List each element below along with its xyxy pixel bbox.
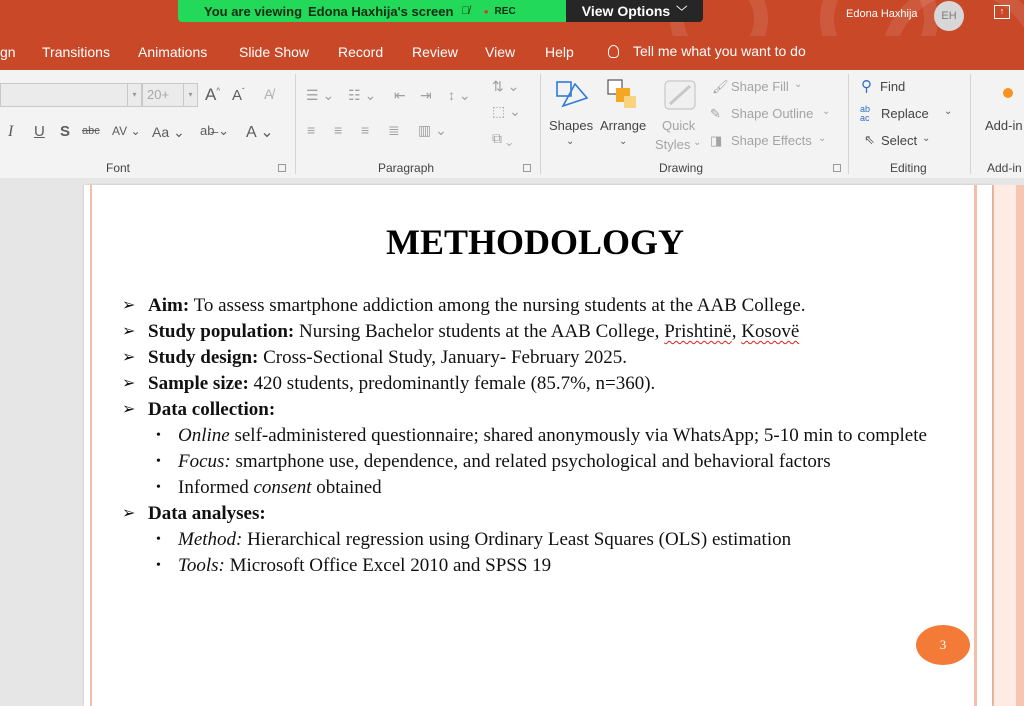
dot-bullet-icon: • <box>156 558 161 573</box>
slide-title[interactable]: METHODOLOGY <box>385 222 685 262</box>
presenter-name: Edona Haxhija's screen <box>308 3 454 19</box>
informed-text: Informed <box>178 477 249 498</box>
replace-icon: ab ac <box>860 104 871 123</box>
chevron-down-icon: ⌄ <box>566 136 575 147</box>
addin-icon <box>1003 88 1013 98</box>
next-slide-edge <box>992 185 1016 706</box>
population-city: Prishtinë <box>664 321 732 342</box>
strikethrough-icon[interactable]: abc <box>82 125 100 137</box>
numbering-icon[interactable]: ☷ ⌄ <box>348 87 377 103</box>
group-separator <box>970 74 971 174</box>
arrow-bullet-icon: ➢ <box>122 375 136 392</box>
drawing-group-label: Drawing <box>659 161 704 175</box>
aim-text: To assess smartphone addiction among the nursing students at the AAB College. <box>193 295 806 316</box>
shapes-icon[interactable] <box>553 78 589 112</box>
slide-body[interactable] <box>122 293 962 579</box>
chevron-down-icon: ﹀ <box>676 6 688 18</box>
tools-text: Microsoft Office Excel 2010 and SPSS 19 <box>229 555 552 576</box>
arrow-bullet-icon: ➢ <box>122 323 136 340</box>
smartart-icon[interactable]: ⧉ ⌄ <box>492 130 513 146</box>
sub-bullet-consent <box>122 475 962 501</box>
arrow-bullet-icon: ➢ <box>122 505 136 522</box>
character-spacing-icon[interactable]: AV ⌄ <box>112 124 141 138</box>
find-button[interactable]: Find <box>880 79 906 94</box>
group-separator <box>295 74 296 174</box>
increase-indent-icon[interactable]: ⇥ <box>420 87 432 103</box>
text-direction-icon[interactable]: ⇅ ⌄ <box>492 78 520 94</box>
online-label: Online <box>178 425 230 446</box>
tell-me-search[interactable] <box>608 43 806 59</box>
analyses-label: Data analyses: <box>148 503 266 524</box>
bullet-population: ➢ Study population: Nursing Bachelor students at the AAB College, Prishtinë, Kosovë <box>122 319 962 345</box>
shapes-label[interactable]: Shapes <box>549 118 594 133</box>
shape-outline-icon: ✎ <box>710 106 721 121</box>
text-shadow-icon[interactable]: S <box>60 123 71 140</box>
group-separator <box>848 74 849 174</box>
shape-effects-icon: ◨ <box>710 133 723 148</box>
italic-icon[interactable]: I <box>8 123 14 140</box>
addin-button[interactable]: Add-in <box>985 118 1023 133</box>
method-label: Method: <box>178 529 243 550</box>
editing-group-label: Editing <box>890 161 927 175</box>
quick-styles-label-1[interactable]: Quick <box>662 118 696 133</box>
change-case-icon[interactable]: Aa ⌄ <box>152 124 185 140</box>
addin-group-label: Add-in <box>987 161 1022 175</box>
population-text: Nursing Bachelor students at the AAB College, <box>299 321 660 342</box>
center-icon[interactable]: ≡ <box>334 122 343 138</box>
paragraph-dialog-launcher[interactable] <box>523 164 531 172</box>
aim-label: Aim: <box>148 295 190 316</box>
font-group-label: Font <box>106 161 131 175</box>
design-text: Cross-Sectional Study, January- February 2025. <box>263 347 628 368</box>
slide-border-right <box>974 185 977 706</box>
ribbon-tabs <box>0 36 1024 70</box>
chevron-down-icon: ⌄ <box>822 106 831 117</box>
line-spacing-icon[interactable]: ↕ ⌄ <box>448 87 471 103</box>
chevron-down-icon: ⌄ <box>693 137 702 148</box>
consent-text: consent <box>253 477 312 498</box>
font-size-input[interactable]: 20+ <box>142 83 184 107</box>
cursor-icon: ⇖ <box>864 132 875 147</box>
justify-icon[interactable]: ≣ <box>388 122 400 138</box>
align-right-icon[interactable]: ≡ <box>361 122 370 138</box>
columns-icon[interactable]: ▥ ⌄ <box>418 122 447 138</box>
online-text: self-administered questionnaire; shared anonymously via WhatsApp; 5-10 min to complete <box>234 425 927 446</box>
lightbulb-icon <box>608 45 619 58</box>
chevron-down-icon: ⌄ <box>619 136 628 147</box>
bullets-icon[interactable]: ☰ ⌄ <box>306 87 335 103</box>
collection-label: Data collection: <box>148 399 276 420</box>
arrow-bullet-icon: ➢ <box>122 297 136 314</box>
select-button[interactable]: Select <box>881 133 918 148</box>
muted-mic-icon: 🎙̸ <box>461 5 470 17</box>
font-name-input[interactable] <box>0 83 128 107</box>
tab-review[interactable]: Review <box>412 44 458 60</box>
quick-styles-label-2[interactable]: Styles <box>655 137 691 152</box>
arrow-bullet-icon: ➢ <box>122 349 136 366</box>
viewing-label: You are viewing <box>204 3 303 19</box>
search-icon: ⚲ <box>861 78 872 95</box>
screen-share-banner <box>178 0 703 22</box>
view-options-button[interactable] <box>566 0 703 22</box>
dot-bullet-icon: • <box>156 480 161 495</box>
tab-transitions[interactable]: Transitions <box>42 44 110 60</box>
slide-number-badge: 3 <box>916 625 970 665</box>
shape-effects-button[interactable]: Shape Effects <box>731 133 812 148</box>
tab-view[interactable]: View <box>485 44 516 60</box>
drawing-dialog-launcher[interactable] <box>833 164 841 172</box>
sub-bullet-tools <box>122 553 962 579</box>
arrow-bullet-icon: ➢ <box>122 401 136 418</box>
bullet-collection <box>122 397 962 423</box>
bullet-aim <box>122 293 962 319</box>
bullet-design <box>122 345 962 371</box>
font-dialog-launcher[interactable] <box>278 164 286 172</box>
title-bar <box>0 0 1024 36</box>
sample-text: 420 students, predominantly female (85.7%, n=360). <box>253 373 656 394</box>
arrange-icon[interactable] <box>606 78 640 112</box>
chevron-down-icon: ⌄ <box>922 133 931 144</box>
ribbon-home <box>0 70 1024 179</box>
highlight-icon[interactable]: ab̶ ⌄ <box>200 123 229 138</box>
arrange-label[interactable]: Arrange <box>600 118 647 133</box>
focus-text: smartphone use, dependence, and related psychological and behavioral factors <box>235 451 831 472</box>
align-text-icon[interactable]: ⬚ ⌄ <box>492 103 521 119</box>
tab-help[interactable]: Help <box>545 44 574 60</box>
recording-dot-icon: ● <box>483 6 489 16</box>
chevron-down-icon[interactable]: ⌄ <box>944 106 953 117</box>
paragraph-group-label: Paragraph <box>378 161 435 175</box>
tab-design[interactable]: gn <box>0 44 16 60</box>
shape-fill-icon: 🖌 <box>712 79 729 94</box>
user-name: Edona Haxhija <box>846 8 918 20</box>
viewing-indicator <box>178 0 566 22</box>
bullet-sample <box>122 371 962 397</box>
increase-font-size-icon[interactable]: A^ <box>205 85 221 104</box>
tools-label: Tools: <box>178 555 225 576</box>
chevron-down-icon: ⌄ <box>794 79 803 90</box>
dot-bullet-icon: • <box>156 532 161 547</box>
sub-bullet-focus <box>122 449 962 475</box>
design-label: Study design: <box>148 347 259 368</box>
tab-animations[interactable]: Animations <box>138 44 208 60</box>
chevron-down-icon: ⌄ <box>818 133 827 144</box>
dot-bullet-icon: • <box>156 428 161 443</box>
shape-fill-button[interactable]: Shape Fill <box>731 79 789 94</box>
tab-record[interactable]: Record <box>338 44 384 60</box>
slide-border-left <box>90 185 92 706</box>
group-separator <box>540 74 541 174</box>
clear-formatting-icon[interactable]: A̸ <box>264 86 274 102</box>
sample-label: Sample size: <box>148 373 249 394</box>
font-size-dropdown[interactable]: ▾ <box>184 83 198 107</box>
underline-icon[interactable]: U <box>34 123 45 140</box>
font-color-icon[interactable]: A ⌄ <box>246 124 274 141</box>
decrease-font-size-icon[interactable]: $A^ˇ$ <box>232 87 245 104</box>
next-slide-edge <box>1016 185 1024 706</box>
rec-label: REC <box>494 5 516 17</box>
dot-bullet-icon: • <box>156 454 161 469</box>
focus-label: Focus: <box>178 451 231 472</box>
sub-bullet-online <box>122 423 962 449</box>
avatar[interactable]: EH <box>934 1 964 31</box>
obtained-text: obtained <box>316 477 382 498</box>
bullet-analyses <box>122 501 962 527</box>
ribbon-display-options-icon[interactable]: ↑ <box>994 5 1010 19</box>
align-left-icon[interactable]: ≡ <box>307 122 316 138</box>
slide-canvas[interactable] <box>84 185 992 706</box>
font-name-dropdown[interactable]: ▾ <box>128 83 142 107</box>
population-country: Kosovë <box>741 321 800 342</box>
shape-outline-button[interactable]: Shape Outline <box>731 106 814 121</box>
population-label: Study population: <box>148 321 295 342</box>
decrease-indent-icon[interactable]: ⇤ <box>394 87 406 103</box>
method-text: Hierarchical regression using Ordinary Least Squares (OLS) estimation <box>247 529 792 550</box>
sub-bullet-method <box>122 527 962 553</box>
quick-styles-icon[interactable] <box>662 78 698 112</box>
tell-me-text: Tell me what you want to do <box>633 43 806 59</box>
view-options-label: View Options <box>581 3 671 19</box>
tab-slide-show[interactable]: Slide Show <box>239 44 310 60</box>
replace-button[interactable]: Replace <box>881 106 929 121</box>
